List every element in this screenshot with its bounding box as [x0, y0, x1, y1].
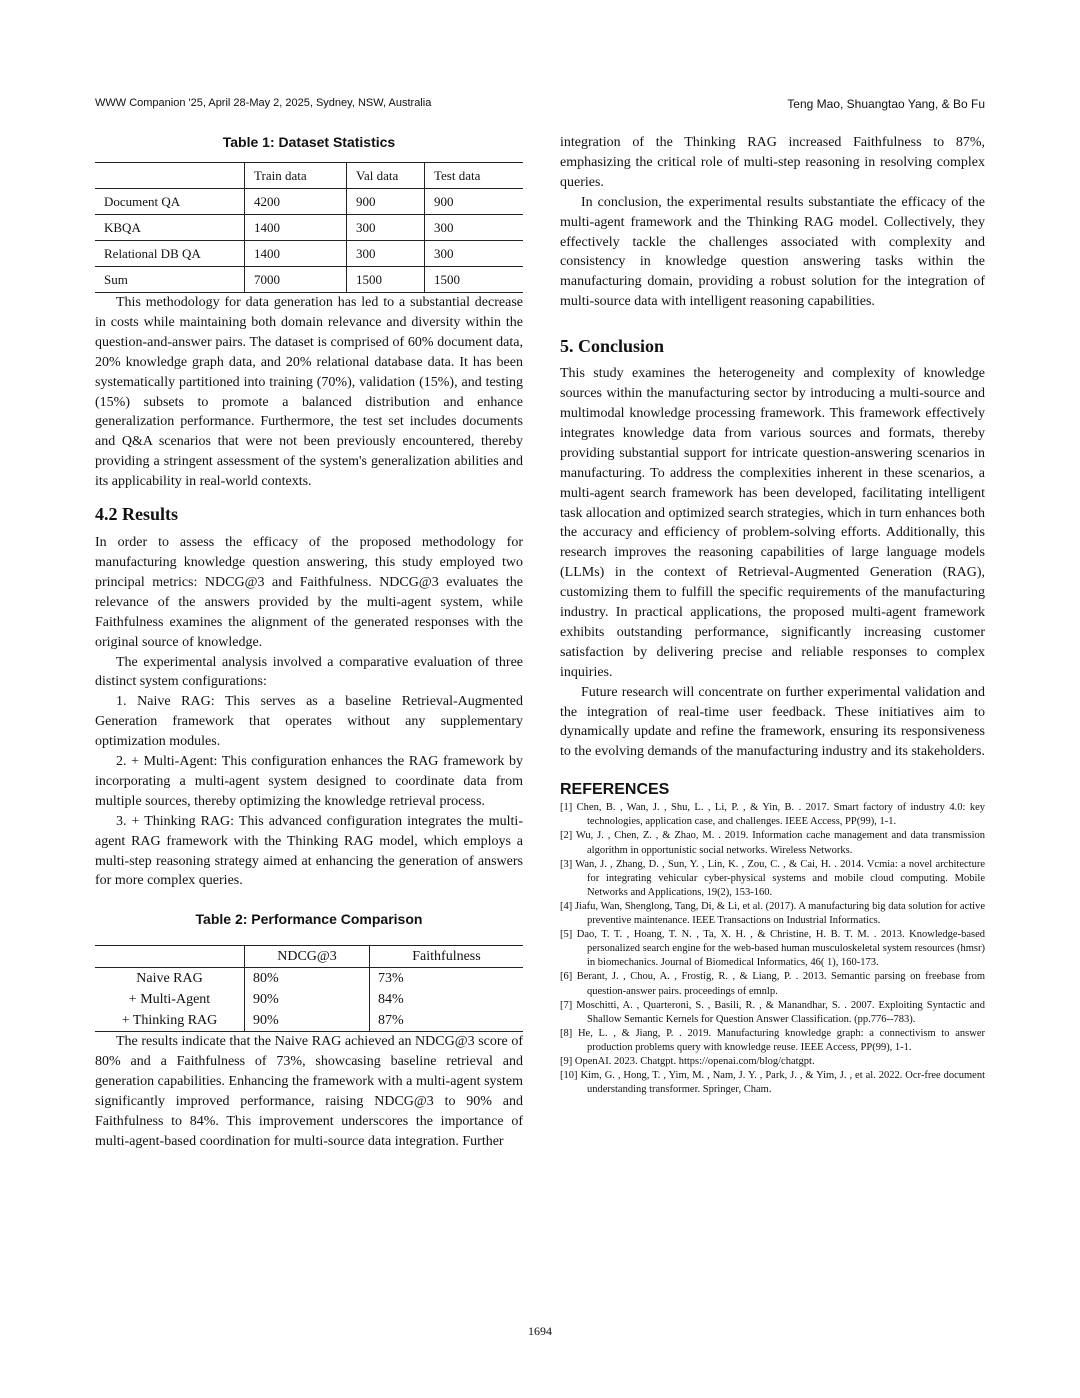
table-header-cell: [95, 946, 245, 968]
reference-item: [7] Moschitti, A. , Quarteroni, S. , Basili, R. , & Manandhar, S. . 2007. Exploiting Syntactic and Shallow Semantic Kernels for Question Answer Classification. (pp.776--783).: [560, 999, 985, 1025]
table-row: [95, 1010, 523, 1032]
list-item-thinking-rag: 3. + Thinking RAG: This advanced configuration integrates the multi-agent RAG framework with the Thinking RAG model, which employs a multi-step reasoning strategy aimed at enhancing the generation of answers for more complex queries.: [95, 813, 523, 889]
list-item-naive-rag: 1. Naive RAG: This serves as a baseline Retrieval-Augmented Generation framework that operates without any supplementary optimization modules.: [95, 694, 523, 750]
reference-item: [1] Chen, B. , Wan, J. , Shu, L. , Li, P. , & Yin, B. . 2017. Smart factory of industry 4.0: key technologies, application case, and challenges. IEEE Access, PP(99), 1-1.: [560, 802, 985, 828]
reference-item: [8] He, L. , & Jiang, P. . 2019. Manufacturing knowledge graph: a connectivism to answer production problems query with knowledge reuse. IEEE Access, PP(99), 1-1.: [560, 1027, 985, 1053]
table-header-cell: Faithfulness: [370, 946, 524, 968]
table-row: [95, 989, 523, 1010]
list-item-multi-agent: 2. + Multi-Agent: This configuration enhances the RAG framework by incorporating a multi-agent system designed to coordinate data from multiple sources, thereby optimizing the knowledge retrieval process.: [95, 754, 523, 809]
reference-item: [2] Wu, J. , Chen, Z. , & Zhao, M. . 2019. Information cache management and data transmission algorithm in opportunistic social networks. Wireless Networks.: [560, 830, 985, 856]
table-header-cell: Val data: [347, 163, 425, 189]
performance-comparison-table: [95, 945, 523, 1032]
table-cell: 1400: [245, 241, 347, 267]
reference-item: [10] Kim, G. , Hong, T. , Yim, M. , Nam, J. Y. , Park, J. , & Yim, J. , et al. 2022. Ocr-free document understanding transformer. Springer, Cham.: [560, 1070, 985, 1096]
reference-item: [4] Jiafu, Wan, Shenglong, Tang, Di, & Li, et al. (2017). A manufacturing big data solution for active preventive maintenance. IEEE Transactions on Industrial Informatics.: [560, 900, 985, 927]
table-row: [95, 215, 523, 241]
page-number: 1694: [528, 1324, 552, 1338]
table-row: [95, 189, 523, 215]
left-column: [95, 130, 523, 1152]
table-cell: 300: [425, 241, 524, 267]
section-heading-conclusion: 5. Conclusion: [560, 336, 665, 357]
table-cell: 1500: [347, 267, 425, 293]
table-cell: 7000: [245, 267, 347, 293]
right-column: [560, 130, 985, 1097]
reference-item: [3] Wan, J. , Zhang, D. , Sun, Y. , Lin, K. , Zou, C. , & Cai, H. . 2014. Vcmia: a novel architecture for integrating vehicular cyber-physical systems and mobile cloud computing. Mobile Networks and Applications, 19(2), 153-160.: [560, 858, 985, 898]
table-cell: 1400: [245, 215, 347, 241]
table-cell: 300: [347, 215, 425, 241]
running-header-right: Teng Mao, Shuangtao Yang, & Bo Fu: [787, 97, 985, 111]
table-cell: 87%: [370, 1010, 524, 1032]
body-paragraph: integration of the Thinking RAG increased Faithfulness to 87%, emphasizing the critical role of multi-step reasoning in resolving complex queries.: [560, 135, 985, 190]
table-cell: + Multi-Agent: [128, 991, 211, 1007]
table-header-row: [95, 946, 523, 968]
body-paragraph: This study examines the heterogeneity and complexity of knowledge sources within the manufacturing sector by introducing a multi-source and multimodal knowledge processing framework. This framework effectively integrates knowledge data from various sources and formats, thereby providing substantial support for intricate question-answering scenarios in manufacturing. To address the complexities inherent in these scenarios, a multi-agent search framework has been developed, facilitating intelligent task allocation and optimized search strategies, which in turn enhances both the accuracy and efficiency of problem-solving efforts. Additionally, this research improves the reasoning capabilities of large language models (LLMs) in the context of Retrieval-Augmented Generation (RAG), customizing them to fulfill the specific requirements of the manufacturing industry. In practical applications, the proposed multi-agent framework exhibits outstanding performance, significantly increasing customer satisfaction by delivering precise and reliable responses to complex inquiries.: [560, 366, 985, 680]
table-cell: Document QA: [95, 189, 245, 215]
table-header-row: [95, 163, 523, 189]
table-cell: 4200: [245, 189, 347, 215]
table2-caption: Table 2: Performance Comparison: [195, 911, 423, 928]
body-paragraph: The experimental analysis involved a comparative evaluation of three distinct system configurations:: [95, 654, 523, 690]
body-paragraph: Future research will concentrate on further experimental validation and the integration of real-time user feedback. These initiatives aim to dynamically update and refine the framework, ensuring its responsiveness to the evolving demands of the manufacturing industry and its stakeholders.: [560, 684, 985, 760]
body-paragraph: The results indicate that the Naive RAG achieved an NDCG@3 score of 80% and a Faithfulness of 73%, showcasing baseline retrieval and generation capabilities. Enhancing the framework with a multi-agent system significantly improved performance, raising NDCG@3 to 90% and Faithfulness to 84%. This improvement underscores the importance of multi-agent-based coordination for multi-source data integration. Further: [95, 1034, 523, 1149]
references-list: [560, 801, 985, 1097]
table-header-cell: NDCG@3: [245, 946, 370, 968]
table-cell: KBQA: [95, 215, 245, 241]
table-cell: 84%: [370, 989, 524, 1010]
table-row: [95, 968, 523, 990]
table-cell: 90%: [245, 989, 370, 1010]
table-row: [95, 241, 523, 267]
table-cell: 300: [425, 215, 524, 241]
table-header-cell: [95, 163, 245, 189]
table-cell: 900: [347, 189, 425, 215]
table-cell: 300: [347, 241, 425, 267]
table-header-cell: Test data: [425, 163, 524, 189]
running-header-left: WWW Companion '25, April 28-May 2, 2025, Sydney, NSW, Australia: [95, 97, 432, 109]
body-paragraph: In order to assess the efficacy of the proposed methodology for manufacturing knowledge question answering, this study employed two principal metrics: NDCG@3 and Faithfulness. NDCG@3 evaluates the relevance of the answers provided by the multi-agent system, while Faithfulness examines the alignment of the generated responses with the original source of knowledge.: [95, 535, 523, 650]
table1-caption: Table 1: Dataset Statistics: [222, 134, 396, 150]
section-heading-results: 4.2 Results: [95, 504, 179, 525]
reference-item: [5] Dao, T. T. , Hoang, T. N. , Ta, X. H. , & Christine, H. B. T. M. . 2013. Knowledge-based personalized search engine for the web-based human musculoskeletal system resources (hmsr) in biomechanics. Journal of Biomedical Informatics, 46( 1), 160-173.: [560, 929, 985, 969]
table-cell: 1500: [425, 267, 524, 293]
table-header-cell: Train data: [245, 163, 347, 189]
table-cell: 900: [425, 189, 524, 215]
body-paragraph: This methodology for data generation has led to a substantial decrease in costs while maintaining both domain relevance and diversity within the question-and-answer pairs. The dataset is comprised of 60% document data, 20% knowledge graph data, and 20% relational database data. It has been systematically partitioned into training (70%), validation (15%), and testing (15%) subsets to promote a balanced distribution and enhance generalization performance. Furthermore, the test set includes documents and Q&A scenarios that were not been previously encountered, thereby providing a stringent assessment of the system's generalization abilities and its applicability in real-world contexts.: [95, 295, 523, 490]
table-cell: 73%: [370, 968, 524, 990]
table-cell: 90%: [245, 1010, 370, 1032]
reference-item: [9] OpenAI. 2023. Chatgpt. https://openai.com/blog/chatgpt.: [560, 1055, 815, 1067]
table-cell: Sum: [95, 267, 245, 293]
dataset-statistics-table: [95, 162, 523, 293]
table-cell: + Thinking RAG: [95, 1010, 245, 1032]
reference-item: [6] Berant, J. , Chou, A. , Frostig, R. , & Liang, P. . 2013. Semantic parsing on freebase from question-answer pairs. proceedings of emnlp.: [560, 971, 985, 997]
table-cell: Naive RAG: [136, 970, 203, 986]
references-heading: REFERENCES: [560, 781, 670, 799]
table-cell: 80%: [245, 968, 370, 990]
table-cell: Relational DB QA: [95, 241, 245, 267]
table-row: [95, 267, 523, 293]
body-paragraph: In conclusion, the experimental results substantiate the efficacy of the multi-agent framework and the Thinking RAG model. Collectively, they effectively tackle the challenges associated with complexity and consistency in knowledge question answering tasks within the manufacturing domain, providing a robust solution for the integration of multi-source data with intelligent reasoning capabilities.: [560, 194, 985, 310]
